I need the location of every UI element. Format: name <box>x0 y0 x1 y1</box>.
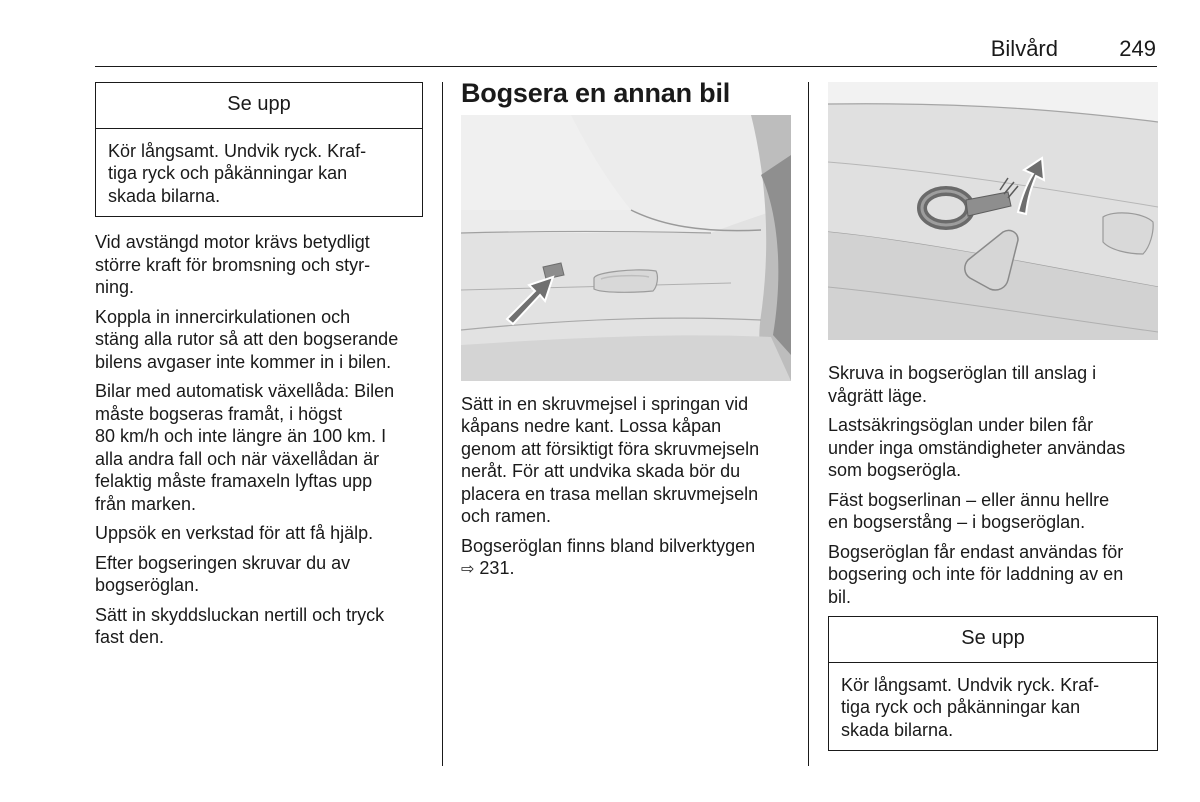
figure-rear-bumper-cover <box>461 115 791 381</box>
paragraph: Fäst bogserlinan – eller ännu hellre en bogserstång – i bogseröglan. <box>828 489 1110 532</box>
paragraph: Lastsäkringsöglan under bilen får under inga omständigheter användas som bogserögla. <box>828 415 1126 480</box>
caution-text: Kör långsamt. Undvik ryck. Kraf- tiga ryck och påkänningar kan skada bilarna. <box>108 140 367 206</box>
chapter-title: Bilvård <box>990 36 1058 61</box>
paragraph: Skruva in bogseröglan till anslag i vågrätt läge. <box>828 363 1097 406</box>
header-rule <box>95 66 1157 67</box>
caution-text: Kör långsamt. Undvik ryck. Kraf- tiga ryck och påkänningar kan skada bilarna. <box>841 674 1100 740</box>
page-number: 249 <box>1119 36 1156 61</box>
column-left <box>95 82 423 656</box>
section-heading: Bogsera en annan bil <box>461 78 731 108</box>
figure-towing-eye <box>828 82 1158 340</box>
caution-box <box>828 616 1158 751</box>
caution-box <box>95 82 423 217</box>
column-divider-left <box>442 82 443 766</box>
paragraph: Uppsök en verkstad för att få hjälp. <box>95 523 374 543</box>
reference-page-link[interactable]: 231. <box>479 558 515 578</box>
rear-bumper-illustration <box>461 115 791 381</box>
paragraph-text: Bogseröglan finns bland bilverktygen <box>461 535 756 556</box>
column-divider-right <box>808 82 809 766</box>
paragraph: Bogseröglan får endast användas för bogsering och inte för laddning av en bil. <box>828 541 1124 607</box>
column-right <box>828 82 1158 751</box>
caution-title: Se upp <box>829 617 1157 663</box>
column-middle <box>461 78 791 588</box>
paragraph: Koppla in innercirkulationen och stäng alla rutor så att den bogserande bilens avgaser inte kommer in i bilen. <box>95 306 399 372</box>
paragraph: Bilar med automatisk växellåda: Bilen måste bogseras framåt, i högst 80 km/h och inte längre än 100 km. I alla andra fall och när växellådan är felaktig måste framaxeln lyftas upp från marken. <box>95 381 395 514</box>
paragraph: Efter bogseringen skruvar du av bogseröglan. <box>95 552 351 595</box>
paragraph: Sätt in skyddsluckan nertill och tryck fast den. <box>95 604 385 647</box>
paragraph: Vid avstängd motor krävs betydligt större kraft för bromsning och styr- ning. <box>95 232 371 297</box>
paragraph: Sätt in en skruvmejsel i springan vid kåpans nedre kant. Lossa kåpan genom att försiktigt föra skruvmejseln neråt. För att undvika skada bör du placera en trasa mellan skruvmejseln och ramen. <box>461 393 760 526</box>
towing-eye-illustration <box>828 82 1158 340</box>
caution-title: Se upp <box>96 83 422 129</box>
paragraph-reference <box>461 535 791 581</box>
arrow-reference-icon[interactable]: ⇨ <box>461 559 475 578</box>
